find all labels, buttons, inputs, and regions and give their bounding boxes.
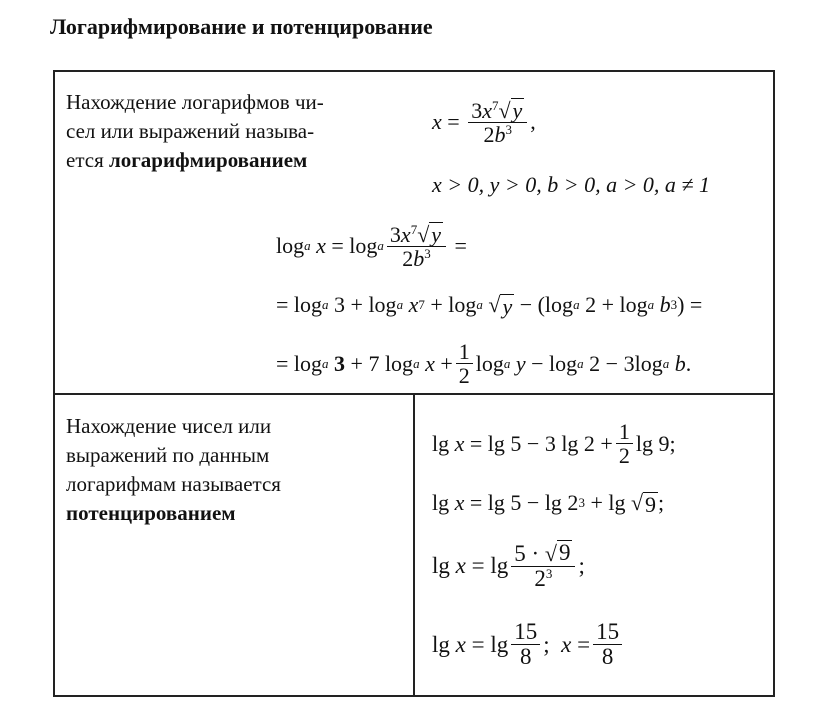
formula-log-step3: = log a 3 + 7 log a x + $\frac{1}{2}$ log a y − log a 2 − 3log a b . <box>276 339 692 389</box>
formula-pot-1: lg x = lg 5 − 3 lg 2 + $\frac{1}{2}$ lg 9; <box>432 419 676 469</box>
formula-conditions: x > 0, y > 0, b > 0, a > 0, a ≠ 1 <box>432 172 710 197</box>
column-divider <box>413 393 415 697</box>
log-description: Нахождение логарифмов чи- сел или выражений называ- ется логарифмированием <box>66 90 324 172</box>
formula-pot-3: lg x = lg 5 · √ 9 $2^3$ ; <box>432 540 585 592</box>
formula-log-step1: log a x = log a $3x^7$ √ y $2b^3$ = <box>276 222 467 272</box>
formula-pot-4: lg x = lg $\frac{15}{8}$ ; x = $\frac{15}{8}$ <box>432 620 625 669</box>
pot-term: потенцированием <box>66 501 236 525</box>
log-term: логарифмированием <box>108 148 308 172</box>
formula-pot-2: lg x = lg 5 − lg 2 3 + lg √ 9 ; <box>432 490 665 517</box>
formula-log-step2: = log a 3 + log a x 7 + log a √ y − (log a 2 + log a b 3 ) = <box>276 292 703 319</box>
page-title: Логарифмирование и потенцирование <box>50 14 433 39</box>
pot-description: Нахождение чисел или выражений по данным логарифмам называется потенцированием <box>66 414 281 525</box>
formula-x-definition: x = $3x^7$ √ y $2b^3$ , <box>432 98 536 148</box>
